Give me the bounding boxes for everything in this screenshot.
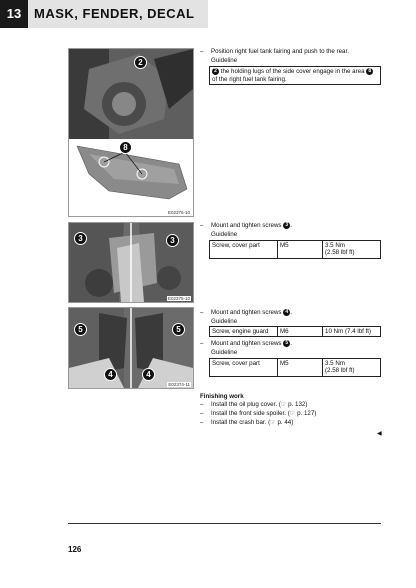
chapter-header [0, 0, 208, 28]
callout-3-right: 3 [166, 234, 179, 247]
icon-callout-4: 4 [283, 309, 290, 316]
finishing-ref-3[interactable]: p. 44) [277, 419, 294, 426]
step-4-guideline-label: Guideline [211, 349, 238, 356]
step-1-text: Position right fuel tank fairing and push to the rear. [211, 48, 349, 55]
step-2-text: Mount and tighten screws [211, 222, 282, 230]
page-ref-icon: ☞ [289, 410, 296, 417]
step-1: – Position right fuel tank fairing and push to the rear. [200, 48, 349, 55]
step-3-guideline-label: Guideline [211, 318, 238, 325]
page-number: 126 [68, 545, 82, 554]
table-row [210, 359, 381, 377]
end-of-section-icon: ◀ [377, 431, 382, 437]
figure-screws-4-5 [68, 307, 194, 389]
step-3-spec-table [209, 326, 381, 337]
icon-callout-2: 2 [212, 68, 219, 75]
step-2: – Mount and tighten screws 3 . [200, 222, 292, 230]
finishing-ref-2[interactable]: p. 127) [297, 410, 317, 417]
callout-8: 8 [119, 141, 132, 154]
finishing-item-3: – Install the crash bar. (☞ p. 44) [200, 419, 294, 426]
spec-torque: 3.5 Nm (2.58 lbf ft) [323, 241, 381, 259]
finishing-work-title: Finishing work [200, 393, 244, 400]
callout-4-left: 4 [104, 368, 117, 381]
step-2-guideline-label: Guideline [211, 231, 238, 238]
figure-side-cover-art [69, 49, 193, 216]
guideline-text: the holding lugs of the side cover engage in the area [220, 68, 365, 76]
table-row [210, 241, 381, 259]
step-1-guideline-box [209, 66, 381, 85]
chapter-title: MASK, FENDER, DECAL [34, 6, 195, 21]
figure-side-cover [68, 48, 194, 217]
figure-code: E02376-10 [167, 210, 190, 215]
spec-thread: M6 [278, 327, 323, 337]
spec-part: Screw, cover part [210, 359, 278, 377]
spec-thread: M5 [278, 359, 323, 377]
callout-4-right: 4 [142, 368, 155, 381]
callout-5-left: 5 [74, 323, 87, 336]
page-ref-icon: ☞ [280, 401, 287, 408]
step-3: – Mount and tighten screws 4 . [200, 309, 292, 317]
callout-3-left: 3 [74, 232, 87, 245]
spec-thread: M5 [278, 241, 323, 259]
page-ref-icon: ☞ [270, 419, 276, 426]
step-2-spec-table [209, 240, 381, 259]
figure-screws-3 [68, 222, 194, 303]
icon-callout-3: 3 [283, 222, 290, 229]
icon-callout-5: 5 [283, 340, 290, 347]
spec-part: Screw, engine guard [210, 327, 278, 337]
guideline-text-2: of the right fuel tank fairing. [212, 75, 287, 83]
icon-callout-8: 8 [366, 68, 373, 75]
finishing-item-1: – Install the oil plug cover. (☞ p. 132) [200, 401, 308, 408]
step-4-spec-table [209, 358, 381, 377]
finishing-item-2: – Install the front side spoiler. (☞ p. 127) [200, 410, 317, 417]
spec-torque: 3.5 Nm (2.58 lbf ft) [323, 359, 381, 377]
step-3-text: Mount and tighten screws [211, 309, 282, 317]
finishing-ref-1[interactable]: p. 132) [288, 401, 308, 408]
footer-divider [68, 523, 381, 524]
spec-part: Screw, cover part [210, 241, 278, 259]
spec-torque: 10 Nm (7.4 lbf ft) [323, 327, 381, 337]
table-row [210, 327, 381, 337]
callout-2: 2 [134, 56, 147, 69]
step-4-text: Mount and tighten screws [211, 340, 282, 348]
step-4: – Mount and tighten screws 5 . [200, 340, 292, 348]
figure-code: E02375-10 [167, 296, 190, 301]
chapter-number: 13 [0, 0, 28, 28]
figure-code: E02374-11 [168, 382, 190, 387]
step-1-guideline-label: Guideline [211, 57, 238, 64]
figure-screws-4-5-art [69, 308, 193, 388]
callout-5-right: 5 [172, 323, 185, 336]
